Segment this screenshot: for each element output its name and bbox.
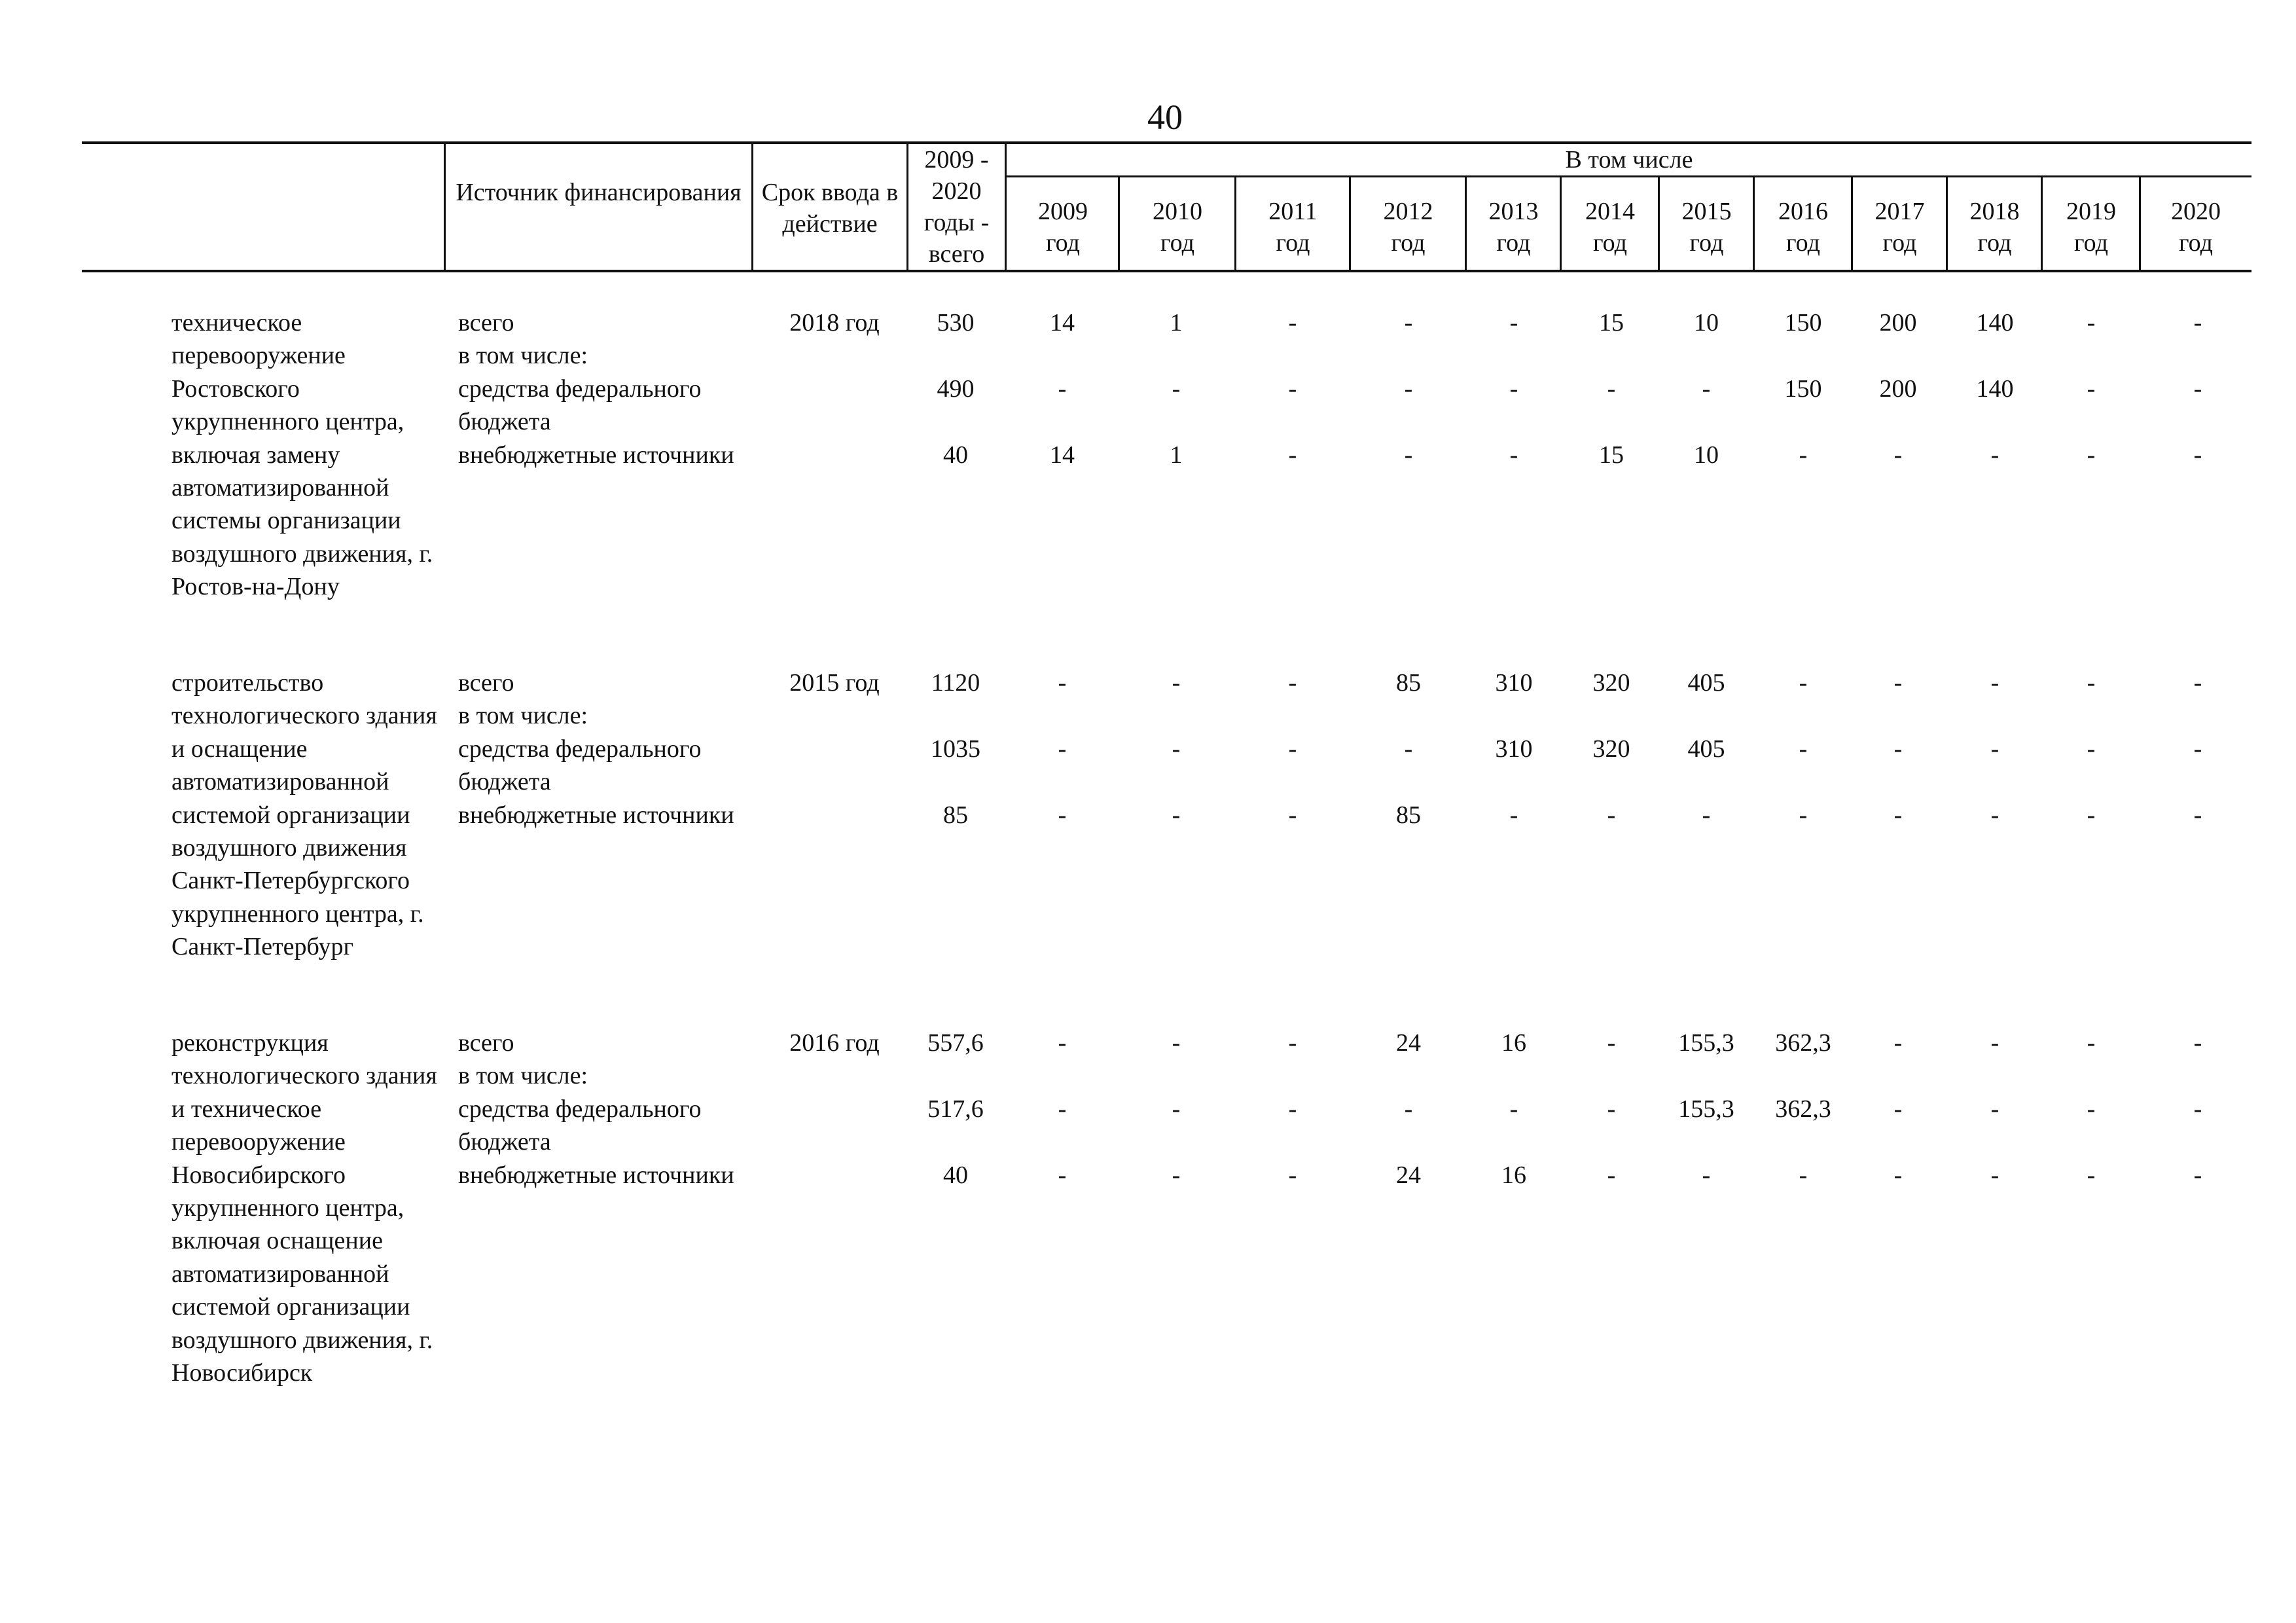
year-value: 14 [1050, 441, 1075, 469]
year-value: - [1058, 1029, 1067, 1057]
year-value: - [1058, 374, 1067, 403]
year-value: 320 [1592, 669, 1630, 697]
header-bottom-rule [82, 270, 2251, 272]
year-header-2018 [1947, 191, 2042, 263]
year-value: - [1990, 1029, 2000, 1057]
funding-source-label: всего [458, 309, 514, 337]
project-name: реконструкция технологического здания и техническое перевооружение Новосибирского укрупненного центра, включая оснащение автоматизированной системой организации воздушного движения, г. Новосибирск [171, 1029, 437, 1387]
year-value: 1 [1170, 441, 1183, 469]
year-value: - [1990, 441, 2000, 469]
header-in-that: В том числе [1565, 146, 1693, 173]
year-value: 405 [1687, 735, 1725, 763]
year-value: - [1404, 374, 1413, 403]
year-header-part: 2020 [2171, 198, 2221, 225]
year-header-part: 2017 [1874, 198, 1925, 225]
row-total: 490 [937, 374, 975, 403]
year-header-2009 [1007, 191, 1119, 263]
year-value: 362,3 [1775, 1029, 1831, 1057]
year-header-part: год [1977, 229, 2012, 257]
year-value: 155,3 [1678, 1029, 1734, 1057]
year-header-2010 [1119, 191, 1236, 263]
year-value: - [1404, 309, 1413, 337]
year-value: 150 [1784, 374, 1822, 403]
year-value: - [1990, 669, 2000, 697]
year-value: 16 [1501, 1029, 1526, 1057]
project-name: строительство технологического здания и оснащение автоматизированной системой организации воздушного движения Санкт-Петербургского укрупненного центра, г. Санкт-Петербург [171, 669, 437, 961]
year-separator [2041, 175, 2043, 271]
year-separator [2139, 175, 2141, 271]
year-value: - [1702, 1161, 1711, 1189]
year-value: - [2087, 1095, 2096, 1123]
year-value: - [1893, 1029, 1903, 1057]
year-value: - [1058, 669, 1067, 697]
year-header-part: год [1276, 229, 1310, 257]
year-value: - [1288, 1161, 1297, 1189]
year-header-part: 2010 [1153, 198, 1202, 225]
year-value: - [1404, 735, 1413, 763]
year-header-part: 2014 [1585, 198, 1635, 225]
year-value: 85 [1396, 801, 1421, 829]
funding-source-label: в том числе: [458, 342, 588, 370]
year-header-part: 2015 [1681, 198, 1732, 225]
year-header-2015 [1659, 191, 1754, 263]
commissioning-year: 2016 год [789, 1029, 880, 1057]
year-header-part: 2012 [1383, 198, 1433, 225]
year-header-part: 2019 [2066, 198, 2116, 225]
year-separator [1349, 175, 1351, 271]
year-value: - [1058, 735, 1067, 763]
year-value: - [1172, 1029, 1181, 1057]
commissioning-year: 2018 год [789, 309, 880, 337]
year-value: - [2193, 669, 2202, 697]
year-value: 85 [1396, 669, 1421, 697]
year-value: - [2087, 1029, 2096, 1057]
year-value: - [1404, 441, 1413, 469]
year-header-part: год [1046, 229, 1080, 257]
year-header-part: год [1786, 229, 1820, 257]
year-value: - [1607, 374, 1616, 403]
year-value: - [1172, 669, 1181, 697]
year-value: - [1607, 801, 1616, 829]
year-value: - [2087, 669, 2096, 697]
year-value: - [1288, 441, 1297, 469]
row-total: 40 [943, 1161, 968, 1189]
year-value: - [1172, 1095, 1181, 1123]
year-header-2020 [2140, 191, 2251, 263]
year-value: 24 [1396, 1161, 1421, 1189]
year-value: - [1288, 669, 1297, 697]
year-value: - [1288, 1095, 1297, 1123]
year-header-part: год [2074, 229, 2108, 257]
year-header-part: год [1391, 229, 1426, 257]
years-subheader-rule [1005, 175, 2251, 177]
year-value: - [1799, 801, 1808, 829]
year-header-part: год [2179, 229, 2213, 257]
year-header-part: год [1689, 229, 1724, 257]
year-header-part: год [1160, 229, 1194, 257]
year-value: - [2193, 735, 2202, 763]
row-total: 1035 [931, 735, 980, 763]
year-value: 200 [1879, 309, 1917, 337]
row-total: 40 [943, 441, 968, 469]
year-value: - [1990, 735, 2000, 763]
year-value: 140 [1976, 374, 2014, 403]
year-value: - [1172, 735, 1181, 763]
year-value: - [2193, 1029, 2202, 1057]
year-separator [1946, 175, 1948, 271]
year-separator [1560, 175, 1562, 271]
year-value: 10 [1694, 441, 1719, 469]
year-separator [1118, 175, 1120, 271]
year-value: - [1893, 735, 1903, 763]
year-value: - [1172, 374, 1181, 403]
year-value: - [2087, 735, 2096, 763]
year-value: - [1058, 801, 1067, 829]
year-value: 140 [1976, 309, 2014, 337]
year-value: - [2087, 374, 2096, 403]
funding-source-label: всего [458, 669, 514, 697]
year-value: - [2193, 374, 2202, 403]
funding-source-label: внебюджетные источники [458, 801, 734, 829]
funding-source-label: всего [458, 1029, 514, 1057]
row-total: 1120 [931, 669, 980, 697]
year-value: - [1404, 1095, 1413, 1123]
year-value: - [2193, 441, 2202, 469]
year-value: - [1509, 801, 1518, 829]
year-value: - [2087, 441, 2096, 469]
year-value: - [1799, 669, 1808, 697]
year-value: - [1607, 1095, 1616, 1123]
year-value: - [2087, 1161, 2096, 1189]
year-value: - [1172, 1161, 1181, 1189]
year-value: - [1288, 801, 1297, 829]
header-source: Источник финансирования [456, 179, 742, 206]
year-separator [1753, 175, 1755, 271]
header-srok: Срок ввода в действие [761, 179, 899, 238]
year-value: - [1893, 801, 1903, 829]
year-value: - [1509, 441, 1518, 469]
year-separator [1851, 175, 1853, 271]
year-header-part: 2009 [1038, 198, 1088, 225]
row-total: 530 [937, 309, 975, 337]
year-header-2012 [1350, 191, 1466, 263]
year-value: - [1799, 1161, 1808, 1189]
funding-source-label: в том числе: [458, 1062, 588, 1090]
year-value: - [2193, 801, 2202, 829]
year-value: - [1509, 309, 1518, 337]
year-header-2019 [2042, 191, 2140, 263]
year-header-part: год [1593, 229, 1627, 257]
year-value: - [1893, 441, 1903, 469]
year-value: 24 [1396, 1029, 1421, 1057]
year-header-part: год [1882, 229, 1917, 257]
funding-source-label: средства федерального бюджета [458, 1095, 702, 1156]
project-name: техническое перевооружение Ростовского укрупненного центра, включая замену автоматизированной системы организации воздушного движения, г. Ростов-на-Дону [171, 309, 433, 601]
year-value: - [2193, 1161, 2202, 1189]
funding-source-label: средства федерального бюджета [458, 735, 702, 796]
year-value: - [1893, 1095, 1903, 1123]
row-total: 517,6 [927, 1095, 984, 1123]
year-header-part: год [1496, 229, 1531, 257]
year-value: 200 [1879, 374, 1917, 403]
year-value: - [1288, 1029, 1297, 1057]
year-value: - [1607, 1029, 1616, 1057]
year-value: - [2087, 309, 2096, 337]
commissioning-year: 2015 год [789, 669, 880, 697]
year-value: - [1702, 374, 1711, 403]
year-value: 320 [1592, 735, 1630, 763]
year-value: - [1509, 374, 1518, 403]
year-value: - [2087, 801, 2096, 829]
year-value: - [1799, 735, 1808, 763]
year-header-part: 2011 [1268, 198, 1318, 225]
year-value: 1 [1170, 309, 1183, 337]
year-value: - [1058, 1161, 1067, 1189]
year-separator [1465, 175, 1467, 271]
year-value: - [1702, 801, 1711, 829]
funding-source-label: в том числе: [458, 702, 588, 730]
year-value: 150 [1784, 309, 1822, 337]
row-total: 557,6 [927, 1029, 984, 1057]
year-value: 405 [1687, 669, 1725, 697]
year-value: - [2193, 309, 2202, 337]
year-separator [1234, 175, 1236, 271]
year-header-2014 [1561, 191, 1659, 263]
row-total: 85 [943, 801, 968, 829]
year-header-2011 [1236, 191, 1350, 263]
year-value: - [2193, 1095, 2202, 1123]
year-header-2013 [1466, 191, 1561, 263]
year-value: - [1893, 1161, 1903, 1189]
year-value: 14 [1050, 309, 1075, 337]
year-value: 15 [1599, 309, 1624, 337]
year-value: - [1058, 1095, 1067, 1123]
year-value: - [1172, 801, 1181, 829]
year-header-2017 [1852, 191, 1947, 263]
year-header-2016 [1754, 191, 1852, 263]
year-value: 16 [1501, 1161, 1526, 1189]
year-header-part: 2013 [1488, 198, 1539, 225]
year-value: - [1509, 1095, 1518, 1123]
year-value: 10 [1694, 309, 1719, 337]
year-value: - [1990, 1095, 2000, 1123]
year-value: - [1288, 309, 1297, 337]
year-value: - [1990, 1161, 2000, 1189]
year-value: 155,3 [1678, 1095, 1734, 1123]
funding-source-label: внебюджетные источники [458, 441, 734, 469]
header-total: 2009 - 2020 годы - всего [924, 146, 990, 268]
year-value: - [1607, 1161, 1616, 1189]
year-value: 15 [1599, 441, 1624, 469]
year-value: 362,3 [1775, 1095, 1831, 1123]
year-separator [1658, 175, 1660, 271]
year-header-part: 2018 [1969, 198, 2020, 225]
funding-source-label: внебюджетные источники [458, 1161, 734, 1189]
year-value: 310 [1495, 669, 1533, 697]
year-value: - [1799, 441, 1808, 469]
year-value: - [1990, 801, 2000, 829]
year-value: - [1288, 374, 1297, 403]
funding-source-label: средства федерального бюджета [458, 374, 702, 436]
year-value: - [1288, 735, 1297, 763]
page-number: 40 [1147, 98, 1183, 137]
year-value: - [1893, 669, 1903, 697]
year-header-part: 2016 [1778, 198, 1828, 225]
year-value: 310 [1495, 735, 1533, 763]
